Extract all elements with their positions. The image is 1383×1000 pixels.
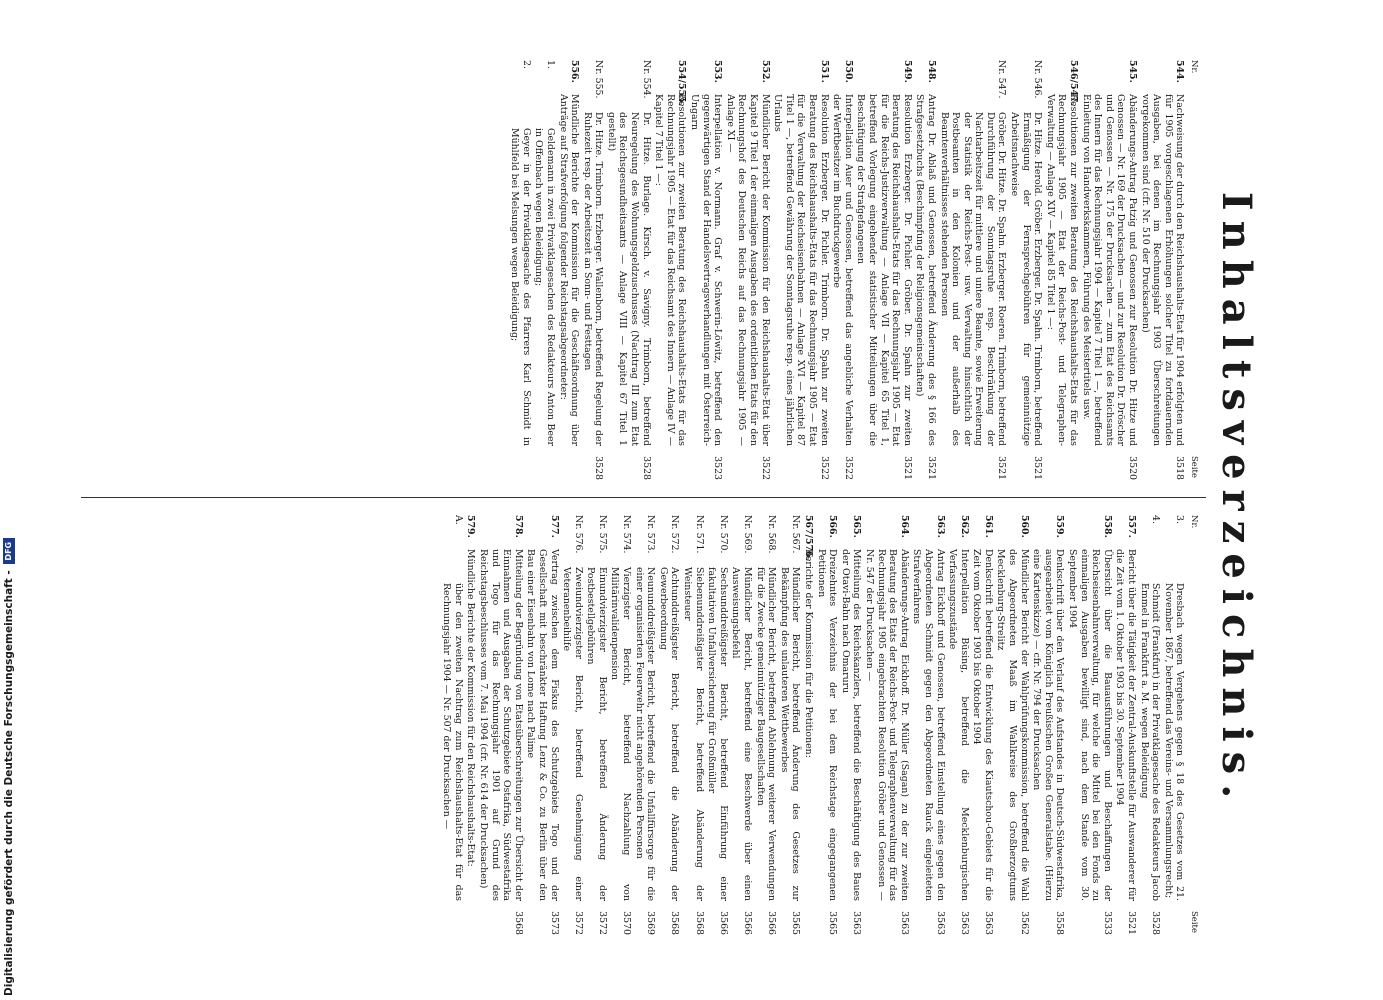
entry-number: 566. (827, 515, 839, 538)
entry-text: Resolutionen zur zweiten Beratung des Reichshaushalts-Etats für das Rechnungsjahr 1905 — Etat der Reichs-Post- und Telegraphen-Verwaltung — Anlage XIV — Kapitel 85 Titel 1 —: (1044, 94, 1080, 446)
entry-number: Nr. 547. (996, 60, 1008, 99)
entry-number: 578. (512, 515, 524, 538)
entry-text: Mündlicher Bericht, betreffend eine Beschwerde über einen Ausweisungsbefehl (730, 567, 754, 901)
right-column (89, 515, 1199, 935)
nr-heading: Nr. (1189, 515, 1199, 529)
entry-text: Dr. Hitze. Burlage. Kirsch. v. Savigny. Trimborn, betreffend Neuregelung des Wohnungsgeldzuschusses (Nachtrag III zum Etat des Reichsgesundheitsamts — Anlage VIII — Kapitel 67 Titel 1 gestellt) (605, 112, 652, 446)
toc-entry (441, 515, 464, 935)
toc-entry (561, 515, 584, 935)
entry-number: 1. (544, 60, 556, 69)
entry-number: Nr. 569. (742, 515, 754, 554)
entry-text: Resolutionen zur zweiten Beratung des Reichshaushalts-Etats für das Rechnungsjahr 1905 — Etat für das Reichsamt des Innern — Anlage IV — Kapitel 7 Titel 1 —: (653, 94, 688, 446)
entry-page: 3565 (827, 911, 839, 935)
entry-page: 3528 (1150, 911, 1162, 935)
toc-entry (1162, 515, 1185, 935)
document-page (76, 60, 1261, 940)
toc-entry (557, 60, 580, 480)
entry-number: Nr. 572. (669, 515, 681, 554)
entry-page: 3528 (593, 456, 605, 480)
entry-number: 579. (465, 515, 477, 538)
entry-text: Denkschrift betreffend die Entwicklung des Kiautschou-Gebiets für die Zeit vom Oktober 1903 bis Oktober 1904 (971, 549, 994, 901)
entry-page: 3518 (1174, 456, 1186, 480)
toc-entry (831, 60, 854, 480)
toc-entry (1009, 60, 1044, 480)
entry-page: 3521 (1032, 456, 1044, 480)
entry-number: 552. (759, 60, 771, 83)
entry-number: 564. (898, 515, 910, 538)
entry-number: 554/555. (676, 60, 688, 106)
entry-number: 561. (982, 515, 994, 538)
toc-entry (914, 60, 937, 480)
left-entry-list (509, 60, 1186, 480)
entry-page: 3558 (1054, 911, 1066, 935)
toc-entry (657, 515, 680, 935)
entry-text: Denkschrift über den Verlauf des Aufstandes in Deutsch-Südwestafrika, ausgearbeitet vom Königlich Preußischen Großen Generalstabe. (Hierzu eine Kartenskizze) — cfr. Nr. 794 der Drucksachen (1031, 549, 1066, 901)
toc-entry (938, 60, 1008, 480)
entry-text: Mitteilung der Begründung von Etatsüberschreitungen zur Übersicht der Einnahmen und Ausgaben der Schutzgebiete Ostafrika, Südwestafrika und Togo für das Rechnungsjahr 1901 auf Grund des Reichstagsbeschlusses vom 7. Mai 1904 (cfr. Nr. 614 der Drucksachen) (477, 549, 524, 901)
entry-page: 3522 (759, 456, 771, 480)
entry-page: 3566 (742, 911, 754, 935)
entry-page: 3568 (512, 911, 524, 935)
entry-number: Nr. 568. (766, 515, 778, 554)
toc-entry (1044, 60, 1079, 480)
entry-number: 557. (1126, 515, 1138, 538)
entry-number: Nr. 573. (645, 515, 657, 554)
entry-text: Siebenunddreißigster Bericht, betreffend Abänderung der Weinsteuer (682, 567, 705, 901)
toc-entry (1114, 515, 1137, 935)
toc-entry (1139, 60, 1185, 480)
toc-entry (681, 515, 704, 935)
entry-number: 567/576. (803, 515, 814, 561)
entry-text: Achtunddreißigster Bericht, betreffend die Abänderung der Gewerbeordnung (657, 567, 681, 901)
entry-number: 546/547. (1068, 60, 1080, 106)
entry-number: 565. (851, 515, 863, 538)
entry-page: 3563 (934, 911, 946, 935)
entry-number: 558. (1101, 515, 1113, 538)
entry-text: Sechsunddreißigster Bericht, betreffend Einführung einer fakultativen Unfallversicherung für Großmüller (706, 567, 729, 901)
seite-heading: Seite (1189, 910, 1199, 933)
toc-entry (815, 515, 838, 935)
entry-number: 548. (925, 60, 937, 83)
toc-entry (1031, 515, 1066, 935)
entry-text: Antrag Dr. Ablaß und Genossen, betreffend Änderung des § 166 des Strafgesetzbuchs (Beschimpfung der Religionsgemeinschaften) (914, 94, 937, 446)
entry-page: 3570 (621, 911, 633, 935)
entry-number: Nr. 576. (572, 515, 584, 554)
entry-text: Vertrag zwischen dem Fiskus des Schutzgebiets Togo und der Gesellschaft mit beschränkter Haftung Lenz & Co. zu Berlin über den Bau einer Eisenbahn von Lome nach Palime (525, 549, 560, 901)
entry-page: 3521 (996, 456, 1008, 480)
toc-entry (1138, 515, 1161, 935)
entry-number: 2. (520, 60, 532, 69)
entry-page: 3568 (669, 911, 681, 935)
column-divider (81, 497, 1206, 498)
entry-number: Nr. 574. (621, 515, 633, 554)
left-column (89, 60, 1199, 480)
entry-text: Dresbach wegen Vergehens gegen § 18 des Gesetzes vom 21. November 1867, betreffend das Vereins- und Versammlungsrecht; (1162, 583, 1186, 901)
entry-number: 4. (1150, 515, 1162, 524)
entry-text: Mündlicher Bericht der Wahlprüfungskommission, betreffend die Wahl des Abgeordneten Maaß im Wahlkreise des Großherzogtums Mecklenburg-Strelitz (995, 549, 1030, 901)
entry-page: 3569 (645, 911, 657, 935)
entry-page: 3521 (901, 456, 913, 480)
right-entry-list (441, 515, 1186, 935)
entry-number: 553. (712, 60, 724, 83)
entry-text: Übersicht über die Bauausführungen und Beschaffungen der Reichseisenbahnverwaltung, für welche die Mittel bei den Fonds zu einmaligen Ausgaben bewilligt sind, nach dem Stande vom 30. September 1904 (1067, 549, 1113, 901)
toc-entry (477, 515, 523, 935)
toc-entry (688, 60, 723, 480)
entry-text: Mündliche Berichte der Kommission für den Reichshaushalts-Etat: (465, 549, 477, 867)
entry-page: 3565 (790, 911, 802, 935)
entry-number: Nr. 546. (1032, 60, 1044, 99)
toc-entry (839, 515, 862, 935)
entry-page: 3566 (717, 911, 729, 935)
toc-entry (947, 515, 970, 935)
entry-number: 550. (842, 60, 854, 83)
entry-text: Abänderungs-Antrag Patzig und Genossen zur Resolution Dr. Hitze und Genossen — Nr. 169 der Drucksachen — und zur Resolution Dr. Dröscher und Genossen — Nr. 175 der Drucksachen — zum Etat des Reichsamts des Innern für das Rechnungsjahr 1904 — Kapitel 7 Titel 1 —, betreffend Einleitung von Handwerkskammern, Führung des Meistertitels usw. (1080, 94, 1139, 446)
toc-entry (724, 60, 770, 480)
entry-text: Resolution Erzberger. Dr. Pichler. Trimborn. Dr. Spahn zur zweiten Beratung des Reichshaushalts-Etats für das Rechnungsjahr 1905 — Etat für die Verwaltung der Reichseisenbahnen — Anlage XVI — Kapitel 87 Titel 1 —, betreffend Gewährung der Sonntagsruhe resp. eines jährlichen Urlaubs (772, 94, 830, 446)
entry-number: Nr. 575. (596, 515, 608, 554)
entry-page: 3573 (548, 911, 560, 935)
toc-entry (754, 515, 777, 935)
entry-number: Nr. 571. (693, 515, 705, 554)
entry-number: Nr. 554. (640, 60, 652, 99)
entry-number: Nr. 570. (717, 515, 729, 554)
right-column-header (1187, 515, 1199, 935)
toc-entry (778, 515, 801, 935)
entry-page: 3572 (596, 911, 608, 935)
page-title: Inhaltsverzeichnis. (1213, 191, 1260, 809)
entry-text: über den zweiten Nachtrag zum Reichshaushalts-Etat für das Rechnungsjahr 1904 — Nr. 507 der Drucksachen — (441, 583, 464, 901)
entry-number: 544. (1174, 60, 1186, 83)
entry-text: Interpellation v. Normann. Graf v. Schwerin-Löwitz, betreffend den gegenwärtigen Stand der Handelsvertragsverhandlungen mit Österreich-Ungarn (689, 94, 724, 446)
entry-number: A. (452, 515, 464, 525)
entry-text: Mitteilung des Reichskanzlers, betreffend die Beschäftigung des Baues der Otavi-Bahn nach Omaruru (839, 549, 863, 901)
toc-entry (971, 515, 994, 935)
entry-page: 3533 (1101, 911, 1113, 935)
entry-page: 3572 (572, 911, 584, 935)
toc-entry (633, 515, 656, 935)
entry-text: Neununddreißigster Bericht, betreffend die Unfallfürsorge für die einer organisierten Feuerwehr nicht angehörenden Personen (633, 567, 657, 901)
toc-entry (465, 515, 477, 935)
entry-page: 3562 (1018, 911, 1030, 935)
toc-entry (730, 515, 753, 935)
toc-entry (863, 515, 909, 935)
toc-entry (525, 515, 560, 935)
entry-text: Dr. Hitze. Herold. Gröber. Erzberger. Dr. Spahn. Trimborn, betreffend Ermäßigung der Fernsprechgebühren für gemeinnützige Arbeitsnachweise (1009, 112, 1044, 446)
toc-entry (581, 60, 604, 480)
entry-number: 577. (548, 515, 560, 538)
toc-entry (605, 60, 651, 480)
entry-text: Nachweisung der durch den Reichshaushalts-Etat für 1904 erfolgten und für 1905 vorgeschlagenen Erhöhungen solcher Titel zu fortdauernden Ausgaben, bei denen im Rechnungsjahr 1903 Überschreitungen vorgekommen sind (cfr. Nr. 510 der Drucksachen) (1139, 94, 1186, 446)
entry-page: 3563 (851, 911, 863, 935)
toc-entry (533, 60, 556, 480)
entry-text: Interpellation Büsing, betreffend die Mecklenburgischen Verfassungszustände (947, 549, 970, 901)
toc-entry (772, 60, 830, 480)
entry-number: 545. (1127, 60, 1139, 83)
toc-entry (585, 515, 608, 935)
entry-text: Mündlicher Bericht, betreffend Änderung des Gesetzes zur Bekämpfung des unlauteren Wettbewerbes (778, 567, 802, 901)
entry-page: 3528 (640, 456, 652, 480)
entry-number: 556. (569, 60, 581, 83)
entry-number: 562. (958, 515, 970, 538)
entry-page: 3563 (958, 911, 970, 935)
entry-text: Bericht über die Tätigkeit der Zentral-Auskunftstelle für Auswanderer für die Zeit vom 1. Oktober 1903 bis 30. September 1904 (1114, 549, 1138, 901)
entry-text: Mündlicher Bericht, betreffend Ablehnung weiterer Verwendungen für die Zwecke gemeinnütziger Baugesellschaften (754, 567, 778, 901)
left-column-header (1187, 60, 1199, 480)
entry-text: Antrag Eickhoff und Genossen, betreffend Einstellung eines gegen den Abgeordneten Schmidt gegen den Abgeordneten Rauck eingeleiteten Strafverfahrens (911, 549, 946, 901)
entry-text: Zweiundvierzigster Bericht, betreffend Genehmigung einer Veteranenbeihilfe (561, 567, 584, 901)
toc-entry (855, 60, 913, 480)
seite-heading: Seite (1189, 455, 1199, 478)
entry-page: 3563 (898, 911, 910, 935)
dfg-logo: DFG (3, 538, 15, 564)
entry-number: 551. (818, 60, 830, 83)
entry-text: Mündliche Berichte der Kommission für die Geschäftsordnung über Anträge auf Strafverfolgung folgender Reichstagsabgeordneter: (557, 94, 581, 446)
toc-entry (1066, 515, 1112, 935)
toc-entry (1080, 60, 1138, 480)
toc-entry (802, 515, 814, 935)
toc-entry (911, 515, 946, 935)
entry-text: Dreizehntes Verzeichnis der bei dem Reichstage eingegangenen Petitionen (815, 549, 839, 901)
entry-text: Schmidt (Frankfurt) in der Privatklagesache des Redakteurs Jacob Emmel in Frankfurt a. M. wegen Beleidigung (1138, 583, 1162, 901)
entry-number: 560. (1018, 515, 1030, 538)
entry-text: Gröber. Dr. Hitze. Dr. Spahn. Erzberger. Roeren. Trimborn, betreffend Durchführung der Sonntagsruhe resp. Beschränkung der Nachtarbeitszeit für mittlere und untere Beamte, sowie Erweiterung der Statistik der Reichs-Post- usw. Verwaltung hinsichtlich der Postbeamten in den Kolonien und der außerhalb des Beamtenverhältnisses stehenden Personen (938, 112, 1008, 446)
entry-text: Dr. Hitze. Trimborn. Erzberger. Wallenborn, betreffend Regelung der Ruhezeit resp. der Arbeitszeit an Sonn- und Festtagen (581, 112, 605, 446)
entry-page: 3521 (1126, 911, 1138, 935)
entry-page: 3521 (925, 456, 937, 480)
entry-text: Berichte der Kommission für die Petitionen: (803, 549, 814, 758)
footer (2, 4, 16, 996)
entry-page: 3568 (693, 911, 705, 935)
entry-text: Einundvierzigster Bericht, betreffend Änderung der Postbestellgebühren (585, 567, 608, 901)
entry-number: Nr. 567. (790, 515, 802, 554)
toc-entry (609, 515, 632, 935)
entry-number: Nr. 555. (593, 60, 605, 99)
entry-text: Vierzigster Bericht, betreffend Nachzahlung von Militärinvalidenpension (609, 567, 633, 901)
entry-page: 3522 (818, 456, 830, 480)
toc-entry (509, 60, 532, 480)
entry-text: Interpellation Auer und Genossen, betreffend das angebliche Verhalten der Werftbesitzer im Buchdruckgewerbe (831, 94, 854, 446)
entry-number: 3. (1174, 515, 1186, 524)
nr-heading: Nr. (1189, 60, 1199, 74)
toc-entry (995, 515, 1030, 935)
toc-entry (653, 60, 688, 480)
entry-text: Geyer in der Privatklagesache des Pfarrers Karl Schmidt in Mühlfeld bei Melsungen wegen Beleidigung; (509, 128, 532, 446)
entry-page: 3522 (842, 456, 854, 480)
toc-entry (706, 515, 729, 935)
entry-text: Abänderungs-Antrag Eickhoff. Dr. Müller (Sagan) zu der zur zweiten Beratung des Etats der Reichs-Post- und Telegraphenverwaltung für das Rechnungsjahr 1905 eingebrachten Resolution Gröber und Genossen — Nr. 547 der Drucksachen — (863, 549, 910, 901)
entry-number: 563. (934, 515, 946, 538)
entry-text: Geldemann in zwei Privatklagesachen des Redakteurs Anton Beer in Offenbach wegen Beleidigung; (533, 128, 556, 446)
entry-page: 3523 (712, 456, 724, 480)
entry-page: 3566 (766, 911, 778, 935)
footer-text: Digitalisierung gefördert durch die Deutsche Forschungsgemeinschaft - (3, 570, 15, 996)
entry-number: 549. (901, 60, 913, 83)
entry-text: Mündlicher Bericht der Kommission für den Reichshaushalts-Etat über Kapitel 9 Titel 1 der einmaligen Ausgaben des ordentlichen Etats für den Rechnungshof des Deutschen Reichs auf das Rechnungsjahr 1905 — Anlage XI — (724, 94, 771, 446)
entry-number: 559. (1054, 515, 1066, 538)
entry-page: 3563 (982, 911, 994, 935)
entry-text: Resolution Erzberger. Dr. Pichler. Gröber. Dr. Spahn zur zweiten Beratung des Reichshaushalts-Etats für das Rechnungsjahr 1905 — Etat für die Reichs-Justizverwaltung — Anlage VII — Kapitel 65 Titel 1, betreffend Vorlegung eingehender statistischer Mitteilungen über die Beschäftigung der Strafgefangenen (855, 94, 913, 446)
entry-page: 3520 (1127, 456, 1139, 480)
